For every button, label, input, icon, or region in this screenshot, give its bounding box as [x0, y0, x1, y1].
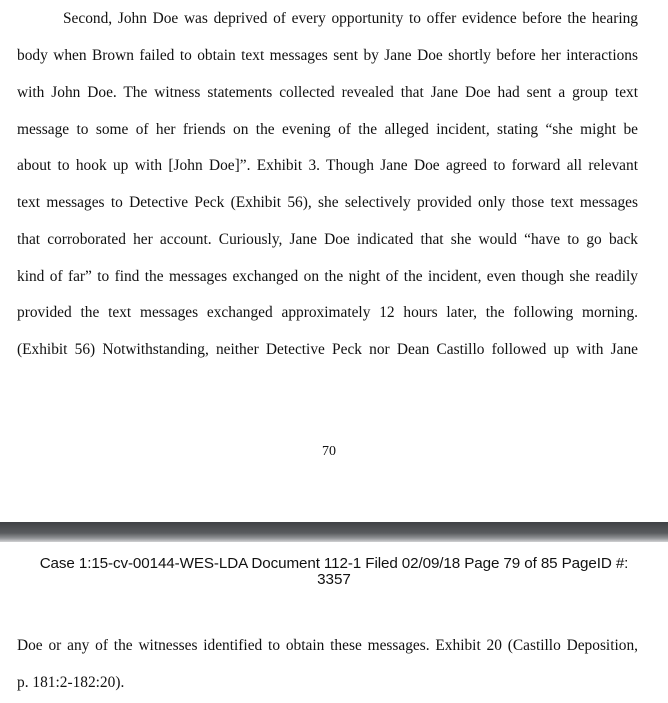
paragraph-line: p. 181:2-182:20). — [17, 674, 125, 691]
paragraph-line: text messages to Detective Peck (Exhibit 56), she selectively provided only those text messages — [17, 194, 638, 211]
paragraph-line: provided the text messages exchanged approximately 12 hours later, the following morning. — [17, 304, 638, 321]
filing-header-line: Case 1:15-cv-00144-WES-LDA Document 112-1 Filed 02/09/18 Page 79 of 85 PageID #: — [39, 555, 629, 572]
paragraph-line: kind of far” to find the messages exchanged on the night of the incident, even though she readily — [17, 268, 638, 285]
paragraph-line: Doe or any of the witnesses identified to obtain these messages. Exhibit 20 (Castillo Deposition, — [17, 637, 638, 654]
paragraph-line: with John Doe. The witness statements collected revealed that Jane Doe had sent a group text — [17, 84, 638, 101]
paragraph-line: that corroborated her account. Curiously, Jane Doe indicated that she would “have to go back — [17, 231, 638, 248]
page-id-number: 3357 — [317, 571, 351, 588]
page-break-divider — [0, 522, 668, 542]
paragraph-line: Second, John Doe was deprived of every opportunity to offer evidence before the hearing — [63, 10, 638, 27]
paragraph-line: about to hook up with [John Doe]”. Exhibit 3. Though Jane Doe agreed to forward all relevant — [17, 157, 638, 174]
page-number: 70 — [322, 444, 336, 459]
paragraph-line: (Exhibit 56) Notwithstanding, neither Detective Peck nor Dean Castillo followed up with Jane — [17, 341, 638, 358]
paragraph-line: message to some of her friends on the evening of the alleged incident, stating “she might be — [17, 121, 638, 138]
paragraph-line: body when Brown failed to obtain text messages sent by Jane Doe shortly before her interactions — [17, 47, 638, 64]
court-filing-header — [0, 556, 668, 588]
